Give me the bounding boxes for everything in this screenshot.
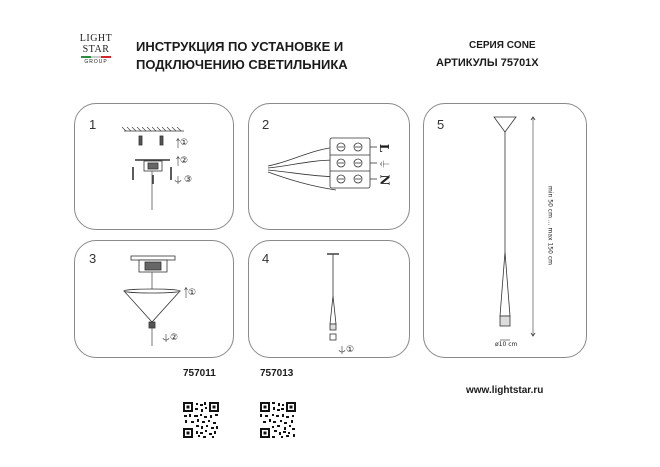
logo-line1: LIGHT — [79, 33, 113, 44]
step-number-1: 1 — [89, 117, 97, 132]
logo-line3: GROUP — [84, 59, 108, 65]
qr-code-icon — [182, 401, 220, 439]
step1-label-3: ③ — [184, 175, 193, 185]
step1-ceiling-mount-diagram — [122, 127, 184, 210]
website-link[interactable]: www.lightstar.ru — [466, 385, 544, 396]
height-range-label: min 50 cm ... max 150 cm — [546, 186, 554, 265]
series-label: СЕРИЯ CONE — [469, 40, 536, 51]
article-757013: 757013 — [260, 368, 294, 379]
step4-arrows — [339, 346, 345, 354]
diameter-label: ø10 cm — [495, 341, 518, 348]
step5-product-diagram — [494, 117, 535, 340]
title-line2: ПОДКЛЮЧЕНИЮ СВЕТИЛЬНИКА — [136, 57, 348, 72]
step2-terminal-block-diagram — [268, 138, 377, 190]
step3-label-1: ① — [188, 288, 197, 298]
terminal-label-L: L — [377, 143, 392, 153]
articles-label: АРТИКУЛЫ 75701X — [436, 57, 539, 69]
qr-code-icon — [259, 401, 297, 439]
step3-label-2: ② — [170, 333, 179, 343]
step4-label-1: ① — [346, 345, 355, 355]
terminal-label-N: N — [377, 174, 392, 186]
title-line1: ИНСТРУКЦИЯ ПО УСТАНОВКЕ И — [136, 39, 344, 54]
step-number-5: 5 — [437, 117, 445, 132]
logo-line2: STAR — [82, 44, 110, 55]
step-number-3: 3 — [89, 251, 97, 266]
article-757011: 757011 — [183, 368, 216, 379]
step4-pendant-diagram — [327, 254, 339, 340]
step-number-4: 4 — [262, 251, 270, 266]
step1-label-1: ① — [180, 138, 189, 148]
step1-label-2: ② — [180, 156, 189, 166]
step-number-2: 2 — [262, 117, 270, 132]
terminal-label-ground: ⏚ — [377, 158, 391, 170]
